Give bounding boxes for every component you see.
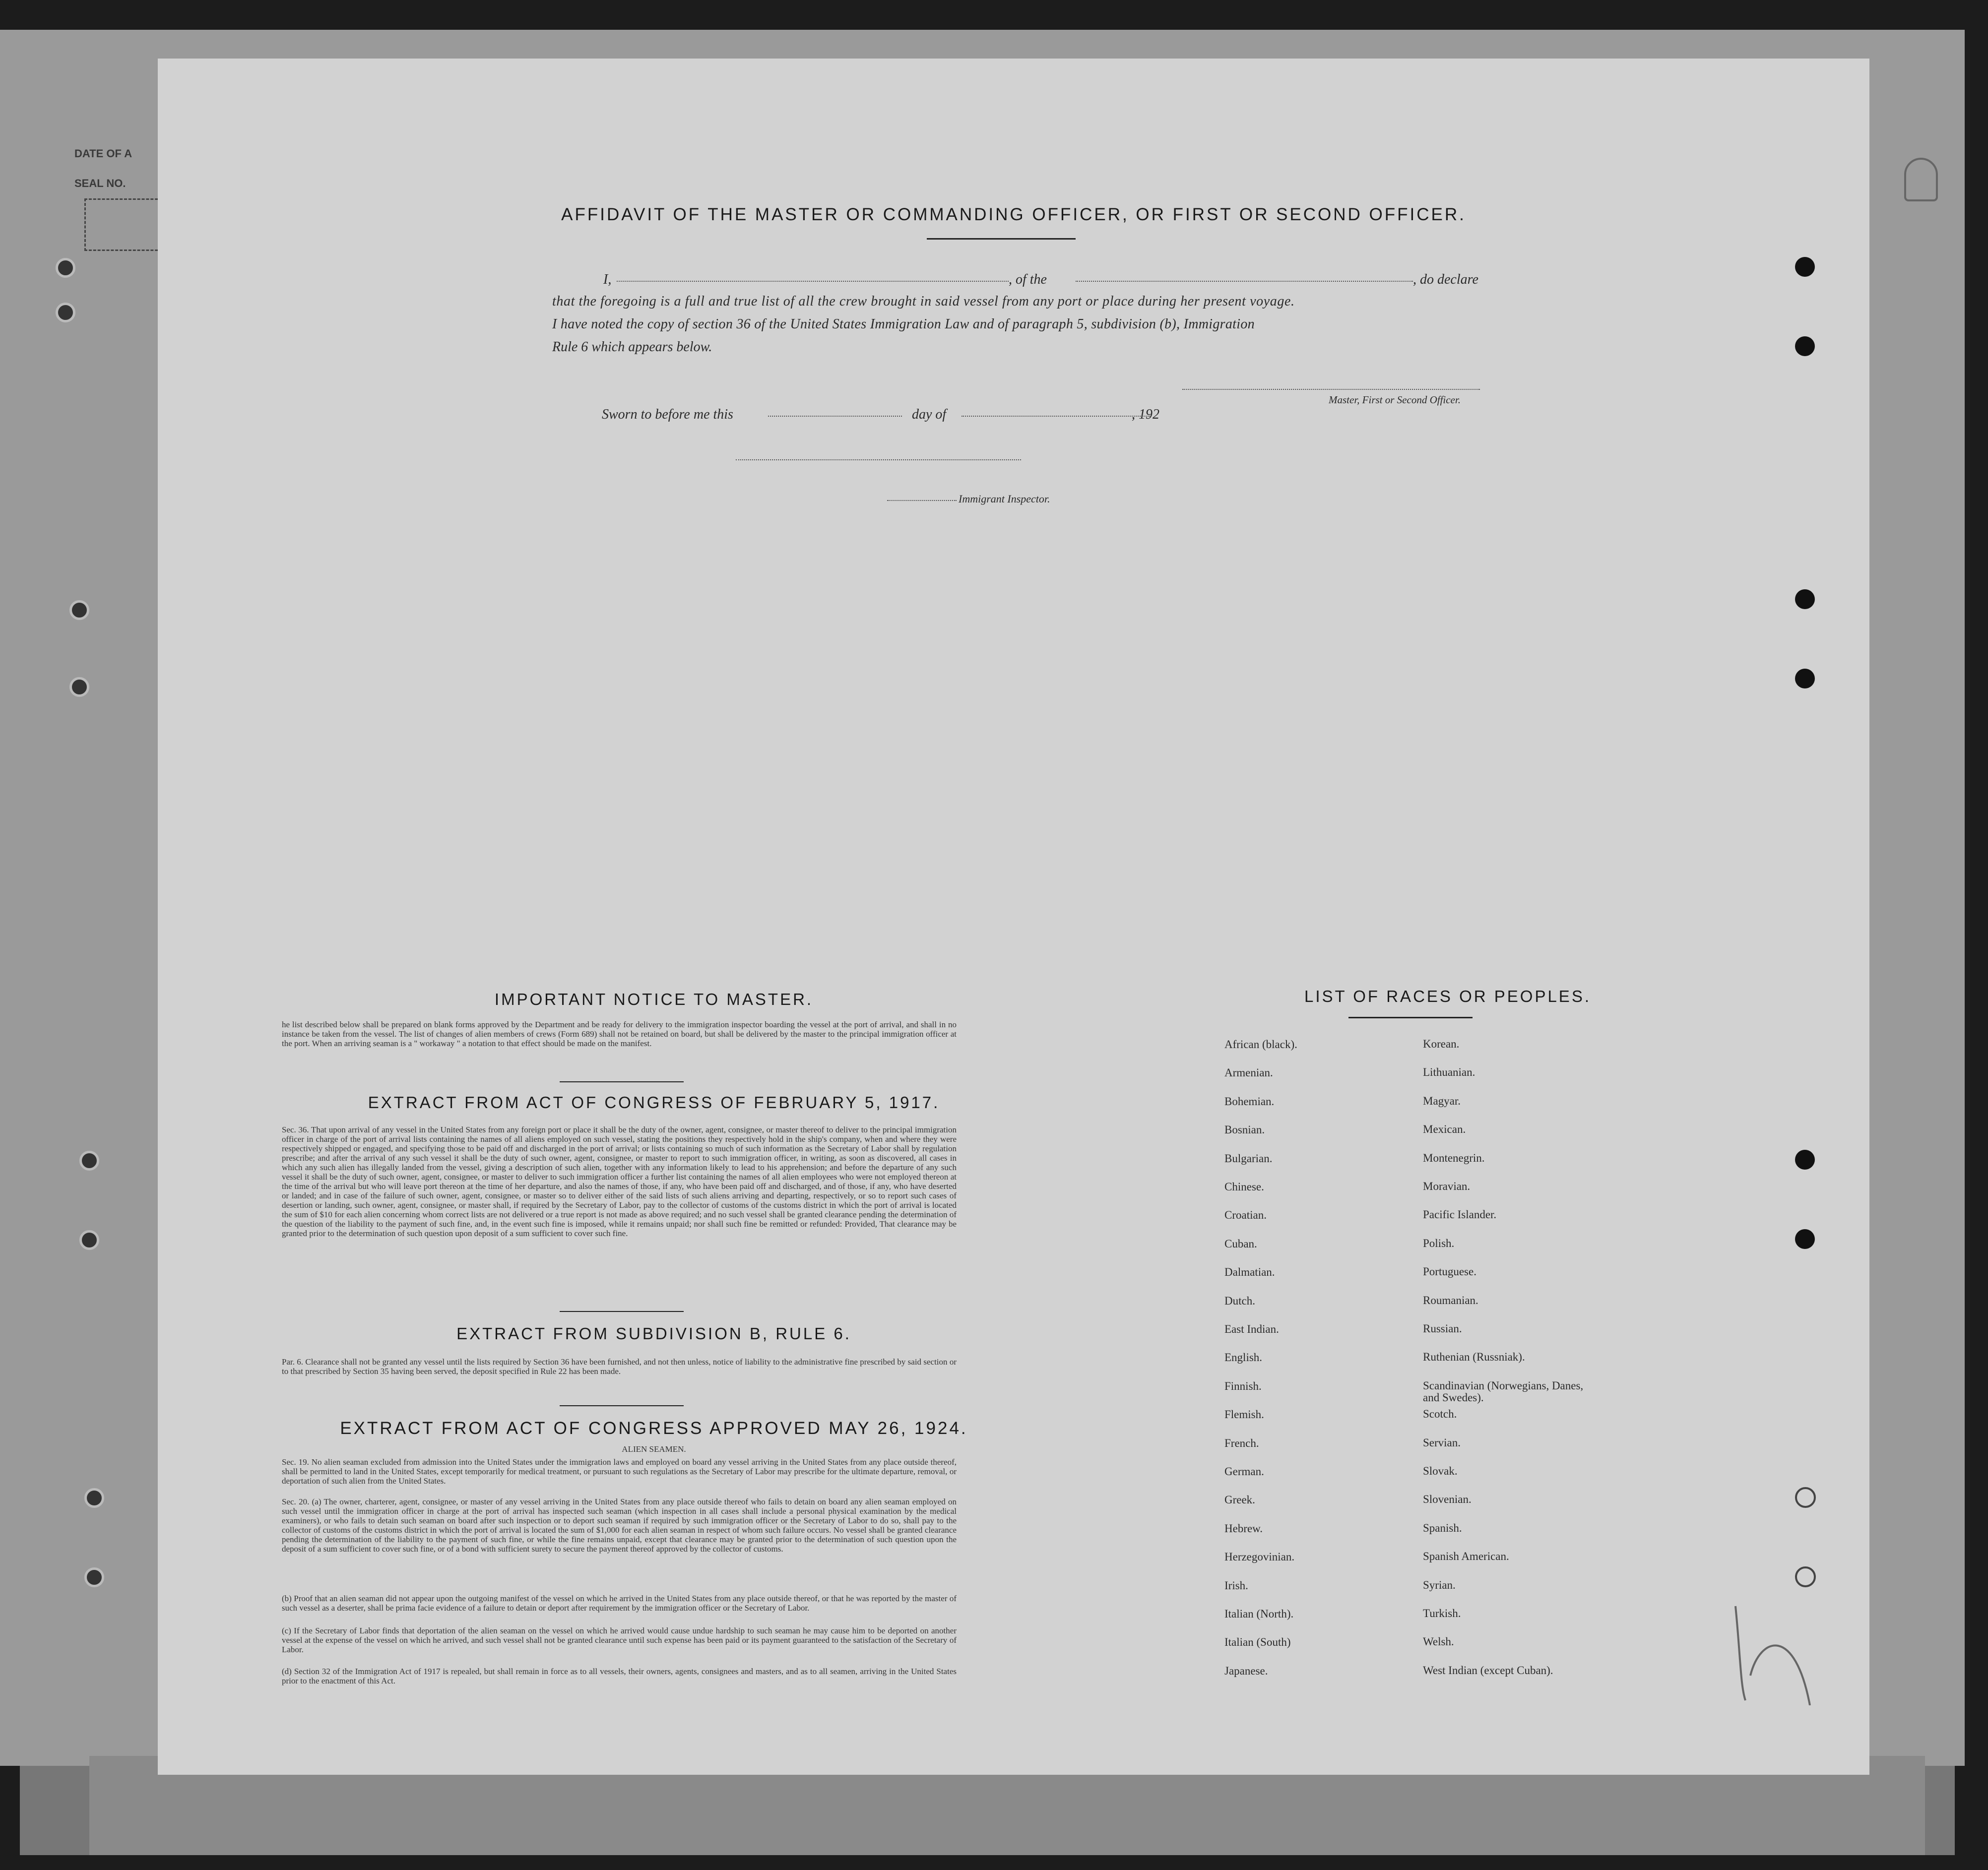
race-name: Herzegovinian. [1224, 1551, 1295, 1563]
sworn-label: Sworn to before me this [602, 407, 733, 422]
vessel-name-field[interactable] [1076, 281, 1413, 282]
extract-1917-text: Sec. 36. That upon arrival of any vessel in the United States from any foreign port or place it shall be the duty of the owner, agent, consignee, or master thereof to deliver to the principal immigration officer in charge of the port of arrival lists containing the names of all aliens employed on such vessel, stating the positions they respectively hold in the ship's company, when and where they were respectively shipped or engaged, and specifying those to be paid off and discharged in the port of arrival; or lists containing so much of such information as the Secretary of Labor shall by regulation prescribe; and after the arrival of any such vessel it shall be the duty of such owner, agent, consignee, or master to report to such immigration officer, in writing, as soon as discovered, all cases in which any such alien has illegally landed from the vessel, giving a description of such alien, together with any information likely to lead to his apprehension; and before the departure of any such vessel it shall be the duty of such owner, agent, consignee, or master to deliver to such immigration officer a further list containing the names of all alien employees who were not employed thereon at the time of the arrival but who will leave port thereon at the time of her departure, and also the names of those, if any, who have been paid off and discharged, and of those, if any, who have deserted or landed; and in case of the failure of such owner, agent, consignee, or master so to deliver either of the said lists of such aliens arriving and departing, respectively, or so to report such cases of desertion or landing, such owner, agent, consignee, or master shall, if required by the Secretary of Labor, pay to the collector of customs of the customs district in which the port of arrival is located the sum of $10 for each alien concerning whom correct lists are not delivered or a true report is not made as above required; and no such vessel shall be granted clearance pending the determination of the question of the liability to the payment of such fine, and, in the event such fine is imposed, while it remains unpaid; nor shall such fine be remitted or refunded: Provided, That clearance may be granted prior to the determination of such question upon deposit of a sum sufficient to cover such fine. [282, 1125, 957, 1238]
punch-hole [56, 303, 75, 322]
of-the-label: , of the [1009, 272, 1047, 287]
race-name: Slovak. [1423, 1465, 1458, 1477]
race-name: Roumanian. [1423, 1294, 1478, 1307]
race-name: Polish. [1423, 1237, 1455, 1249]
race-name: Servian. [1423, 1436, 1461, 1449]
punch-hole [69, 677, 89, 697]
race-name: Finnish. [1224, 1379, 1262, 1392]
extract-1924-sec19: Sec. 19. No alien seaman excluded from admission into the United States under the immigration laws and employed on board any vessel arriving in the United States from any place outside thereof, shall be permitted to land in the United States, except temporarily for medical treatment, or pursuant to such regulations as the Secretary of Labor may prescribe for the ultimate departure, removal, or deportation of such alien from the United States. [282, 1457, 957, 1486]
race-name: Welsh. [1423, 1635, 1454, 1648]
race-name: Moravian. [1423, 1180, 1471, 1192]
race-name: Slovenian. [1423, 1493, 1472, 1506]
punch-hole [84, 1567, 104, 1587]
race-name: West Indian (except Cuban). [1423, 1664, 1553, 1677]
master-signature-label: Master, First or Second Officer. [1329, 394, 1461, 406]
affidavit-line-4: Rule 6 which appears below. [552, 339, 712, 355]
punch-hole [56, 258, 75, 278]
divider [560, 1311, 684, 1312]
declarant-label: I, [603, 272, 612, 287]
affidavit-line-3: I have noted the copy of section 36 of the United States Immigration Law and of paragraph 5, subdivision (b), Immigration [552, 316, 1255, 332]
race-name: Dalmatian. [1224, 1266, 1275, 1279]
race-name: Portuguese. [1423, 1265, 1476, 1278]
title-rule [927, 238, 1076, 240]
race-name: Armenian. [1224, 1066, 1273, 1079]
races-list [1224, 1038, 1671, 1733]
punch-hole [1795, 1150, 1815, 1170]
stamp-box [84, 198, 167, 251]
race-name: Mexican. [1423, 1123, 1466, 1136]
race-name: Dutch. [1224, 1294, 1255, 1307]
race-name: Spanish. [1423, 1521, 1462, 1534]
inspector-signature-field[interactable] [887, 500, 957, 501]
race-name: Russian. [1423, 1322, 1462, 1335]
inspector-signature-line[interactable] [736, 459, 1021, 460]
race-name: Lithuanian. [1423, 1066, 1475, 1079]
punch-hole [79, 1230, 99, 1250]
extract-1924-sec20d: (d) Section 32 of the Immigration Act of 1917 is repealed, but shall remain in force as to all vessels, their owners, agents, consignees and masters, and as to all seamen, arriving in the United States prior to the enactment of this Act. [282, 1667, 957, 1685]
year-label: , 192 [1132, 407, 1159, 422]
race-name: French. [1224, 1436, 1259, 1449]
race-name: Chinese. [1224, 1181, 1264, 1193]
race-name: English. [1224, 1351, 1263, 1364]
punch-hole [84, 1488, 104, 1508]
punch-hole [1795, 669, 1815, 688]
extract-rule6-text: Par. 6. Clearance shall not be granted any vessel until the lists required by Section 36 have been furnished, and not then unless, notice of liability to the administrative fine prescribed by said section or to that prescribed by Section 35 having been served, the deposit specified in Rule 22 has been made. [282, 1357, 957, 1376]
race-name: Montenegrin. [1423, 1151, 1485, 1164]
punch-hole [1795, 1229, 1815, 1249]
punch-hole [79, 1151, 99, 1171]
race-name: Croatian. [1224, 1209, 1267, 1222]
race-name: Bulgarian. [1224, 1152, 1273, 1165]
extract-1924-sec20b: (b) Proof that an alien seaman did not appear upon the outgoing manifest of the vessel on which he arrived in the United States from any place outside thereof, or that he was reported by the master of such vessel as a deserter, shall be prima facie evidence of a failure to detain or deport after requirement by the immigration officer or the Secretary of Labor. [282, 1594, 957, 1613]
punch-hole [69, 600, 89, 620]
race-name: East Indian. [1224, 1323, 1279, 1335]
race-name: Greek. [1224, 1494, 1255, 1506]
extract-1917-title: EXTRACT FROM ACT OF CONGRESS OF FEBRUARY 5, 1917. [368, 1093, 940, 1112]
punch-hole-ring [1795, 1566, 1816, 1587]
race-name: Bosnian. [1224, 1123, 1265, 1136]
extract-1924-title: EXTRACT FROM ACT OF CONGRESS APPROVED MAY 26, 1924. [340, 1419, 968, 1438]
affidavit-line-2: that the foregoing is a full and true list of all the crew brought in said vessel from any port or place during her present voyage. [552, 294, 1295, 309]
punch-hole [1795, 589, 1815, 609]
race-name: Bohemian. [1224, 1095, 1275, 1108]
affidavit-title: AFFIDAVIT OF THE MASTER OR COMMANDING OFFICER, OR FIRST OR SECOND OFFICER. [561, 205, 1466, 224]
race-name: Turkish. [1423, 1607, 1461, 1620]
race-name: Italian (North). [1224, 1608, 1294, 1620]
race-name: Magyar. [1423, 1094, 1461, 1107]
day-of-label: day of [912, 407, 947, 422]
race-name: Japanese. [1224, 1664, 1268, 1677]
punch-hole-ring [1795, 1487, 1816, 1508]
declarant-name-field[interactable] [617, 281, 1009, 282]
sworn-month-field[interactable] [962, 416, 1150, 417]
race-name: Scandinavian (Norwegians, Danes, and Swedes). [1423, 1379, 1584, 1404]
do-declare-label: , do declare [1413, 272, 1478, 287]
master-signature-field[interactable] [1182, 389, 1480, 390]
race-name: Syrian. [1423, 1578, 1456, 1591]
race-name: Pacific Islander. [1423, 1208, 1497, 1221]
date-stamp: DATE OF A SEAL NO. [74, 147, 132, 189]
punch-hole [1795, 257, 1815, 277]
race-name: African (black). [1224, 1038, 1297, 1051]
extract-1924-subtitle: ALIEN SEAMEN. [622, 1444, 686, 1454]
race-name: Flemish. [1224, 1408, 1264, 1421]
race-name: Cuban. [1224, 1237, 1257, 1250]
race-name: Hebrew. [1224, 1522, 1263, 1535]
notice-title: IMPORTANT NOTICE TO MASTER. [494, 990, 814, 1008]
sworn-day-field[interactable] [768, 416, 902, 417]
race-name: Italian (South) [1224, 1636, 1291, 1649]
pencil-mark [1721, 1596, 1820, 1705]
race-name: German. [1224, 1465, 1264, 1478]
extract-1924-sec20a: Sec. 20. (a) The owner, charterer, agent, consignee, or master of any vessel arriving in the United States from any place outside thereof who fails to detain on board any alien seaman employed on such vessel until the immigration officer in charge at the port of arrival has inspected such seaman (which inspection in all cases shall include a personal physical examination by the medical examiners), or who fails to detain such seaman on board after such inspection or to deport such seaman if required by such immigration officer or the Secretary of Labor to do so, shall pay to the collector of customs of the customs district in which the port of arrival is located the sum of $1,000 for each alien seaman in respect of whom such failure occurs. No vessel shall be granted clearance pending the determination of the liability to the payment of such fine, or while the fine remains unpaid, except that clearance may be granted prior to the determination of such question upon the deposit of a sum sufficient to cover such fine, or of a bond with sufficient surety to secure the payment thereof approved by the collector of customs. [282, 1497, 957, 1554]
paper-clip-mark [1904, 158, 1938, 201]
notice-text: he list described below shall be prepared on blank forms approved by the Department and be ready for delivery to the immigration inspector boarding the vessel at the port of arrival, and shall in no instance be taken from the vessel. The list of changes of alien members of crews (Form 689) shall not be retained on board, but shall be delivered by the master to the principal immigration officer at the port. When an arriving seaman is a " workaway " a notation to that effect should be made on the manifest. [282, 1020, 957, 1048]
divider [560, 1081, 684, 1082]
divider [560, 1405, 684, 1406]
form-page [158, 59, 1869, 1775]
punch-hole [1795, 336, 1815, 356]
inspector-label: Immigrant Inspector. [959, 493, 1050, 505]
race-name: Spanish American. [1423, 1550, 1509, 1563]
race-name: Irish. [1224, 1579, 1248, 1592]
race-name: Ruthenian (Russniak). [1423, 1351, 1525, 1364]
extract-1924-sec20c: (c) If the Secretary of Labor finds that deportation of the alien seaman on the vessel on which he arrived would cause undue hardship to such seaman he may cause him to be deported on another vessel at the expense of the vessel on which he arrived, and such vessel shall not be granted clearance until such expense has been paid or its payment guaranteed to the satisfaction of the Secretary of Labor. [282, 1626, 957, 1654]
races-title: LIST OF RACES OR PEOPLES. [1304, 987, 1592, 1005]
extract-rule6-title: EXTRACT FROM SUBDIVISION B, RULE 6. [456, 1324, 851, 1343]
race-name: Korean. [1423, 1038, 1460, 1050]
race-name: Scotch. [1423, 1408, 1457, 1421]
races-title-rule [1348, 1017, 1473, 1018]
